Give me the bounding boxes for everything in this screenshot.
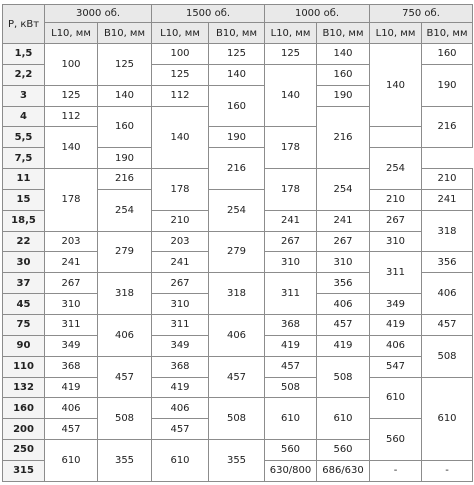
power-cell: 90 bbox=[3, 335, 45, 356]
l10-cell: 368 bbox=[265, 314, 317, 335]
l10-cell: 267 bbox=[265, 231, 317, 252]
speed-header-row bbox=[3, 5, 473, 23]
l10-cell: 178 bbox=[152, 169, 209, 211]
power-cell: 132 bbox=[3, 377, 45, 398]
l10-cell: 311 bbox=[265, 273, 317, 315]
l10-cell: 140 bbox=[45, 127, 98, 169]
b10-cell: 610 bbox=[317, 398, 370, 440]
l10-cell: 630/800 bbox=[265, 460, 317, 481]
speed-header-1000: 1000 об. bbox=[265, 5, 370, 23]
b10-cell: 140 bbox=[98, 85, 152, 106]
l10-cell: 368 bbox=[152, 356, 209, 377]
l10-cell: 310 bbox=[45, 294, 98, 315]
b10-cell: 190 bbox=[422, 64, 473, 106]
b10-cell: 560 bbox=[317, 440, 370, 461]
b10-cell: 160 bbox=[209, 85, 265, 127]
col-header-l10: L10, мм bbox=[370, 23, 422, 44]
power-cell: 315 bbox=[3, 460, 45, 481]
l10-cell: 112 bbox=[45, 106, 98, 127]
b10-cell: 355 bbox=[209, 440, 265, 482]
l10-cell: 125 bbox=[265, 44, 317, 65]
l10-cell: 406 bbox=[45, 398, 98, 419]
power-cell: 11 bbox=[3, 169, 45, 190]
l10-cell: 310 bbox=[370, 231, 422, 252]
b10-cell: 457 bbox=[98, 356, 152, 398]
l10-cell: 610 bbox=[45, 440, 98, 482]
b10-cell: 419 bbox=[317, 335, 370, 356]
b10-cell: 140 bbox=[209, 64, 265, 85]
b10-cell: 216 bbox=[98, 169, 152, 190]
table-body bbox=[3, 44, 473, 482]
l10-cell: 419 bbox=[45, 377, 98, 398]
power-cell: 110 bbox=[3, 356, 45, 377]
l10-cell: 125 bbox=[45, 85, 98, 106]
b10-cell: 310 bbox=[317, 252, 370, 273]
b10-cell: 406 bbox=[422, 273, 473, 315]
l10-cell: 203 bbox=[152, 231, 209, 252]
l10-cell: 311 bbox=[370, 252, 422, 294]
table-header bbox=[3, 5, 473, 44]
l10-cell: 112 bbox=[152, 85, 209, 106]
l10-cell: 457 bbox=[152, 419, 209, 440]
l10-cell: 310 bbox=[265, 252, 317, 273]
l10-cell: 547 bbox=[370, 356, 422, 377]
motor-dimensions-table bbox=[2, 4, 473, 482]
speed-header-3000: 3000 об. bbox=[45, 5, 152, 23]
power-column-header: P, кВт bbox=[3, 5, 45, 44]
b10-cell: 508 bbox=[98, 398, 152, 440]
b10-cell: 406 bbox=[209, 314, 265, 356]
b10-cell: 267 bbox=[317, 231, 370, 252]
b10-cell: 508 bbox=[317, 356, 370, 398]
b10-cell: 318 bbox=[209, 273, 265, 315]
l10-cell: 140 bbox=[265, 64, 317, 127]
col-header-b10: B10, мм bbox=[422, 23, 473, 44]
b10-cell: 508 bbox=[209, 398, 265, 440]
l10-cell: 210 bbox=[152, 210, 209, 231]
l10-cell: 210 bbox=[370, 189, 422, 210]
l10-cell: 560 bbox=[265, 440, 317, 461]
l10-cell: 457 bbox=[265, 356, 317, 377]
l10-cell: 419 bbox=[370, 314, 422, 335]
l10-cell: 267 bbox=[370, 210, 422, 231]
b10-cell: 241 bbox=[317, 210, 370, 231]
l10-cell: 457 bbox=[45, 419, 98, 440]
table-row bbox=[3, 127, 473, 148]
b10-cell: 279 bbox=[98, 231, 152, 273]
speed-header-750: 750 об. bbox=[370, 5, 473, 23]
b10-cell: 406 bbox=[317, 294, 370, 315]
b10-cell: 508 bbox=[422, 335, 473, 377]
l10-cell: 349 bbox=[152, 335, 209, 356]
l10-cell: 406 bbox=[370, 335, 422, 356]
l10-cell: 210 bbox=[422, 169, 473, 190]
power-cell: 75 bbox=[3, 314, 45, 335]
b10-cell: 406 bbox=[98, 314, 152, 356]
b10-cell: 318 bbox=[422, 210, 473, 252]
power-cell: 15 bbox=[3, 189, 45, 210]
b10-cell: 190 bbox=[317, 85, 370, 106]
b10-cell: 318 bbox=[98, 273, 152, 315]
b10-cell: 686/630 bbox=[317, 460, 370, 481]
l10-cell: 349 bbox=[45, 335, 98, 356]
table-row bbox=[3, 314, 473, 335]
b10-cell: 457 bbox=[317, 314, 370, 335]
l10-cell: 178 bbox=[265, 169, 317, 211]
b10-cell: 356 bbox=[317, 273, 370, 294]
l10-cell: 508 bbox=[265, 377, 317, 398]
b10-cell: 160 bbox=[98, 106, 152, 148]
col-header-b10: B10, мм bbox=[317, 23, 370, 44]
b10-cell: 216 bbox=[422, 106, 473, 148]
l10-cell: 610 bbox=[265, 398, 317, 440]
col-header-l10: L10, мм bbox=[152, 23, 209, 44]
power-cell: 5,5 bbox=[3, 127, 45, 148]
b10-cell: 216 bbox=[209, 148, 265, 190]
l10-cell: 100 bbox=[45, 44, 98, 86]
power-cell: 30 bbox=[3, 252, 45, 273]
col-header-l10: L10, мм bbox=[265, 23, 317, 44]
b10-cell: 254 bbox=[317, 169, 370, 211]
table-row bbox=[3, 44, 473, 65]
l10-cell: 140 bbox=[370, 44, 422, 127]
b10-cell: 457 bbox=[209, 356, 265, 398]
b10-cell: 610 bbox=[422, 377, 473, 460]
l10-cell: 203 bbox=[45, 231, 98, 252]
l10-cell: 267 bbox=[45, 273, 98, 294]
power-cell: 200 bbox=[3, 419, 45, 440]
power-cell: 2,2 bbox=[3, 64, 45, 85]
table-row bbox=[3, 356, 473, 377]
l10-cell: - bbox=[370, 460, 422, 481]
b10-cell: 160 bbox=[422, 44, 473, 65]
b10-cell: 125 bbox=[98, 44, 152, 86]
b10-cell: 125 bbox=[209, 44, 265, 65]
l10-cell: 241 bbox=[265, 210, 317, 231]
speed-header-1500: 1500 об. bbox=[152, 5, 265, 23]
l10-cell: 419 bbox=[265, 335, 317, 356]
power-cell: 22 bbox=[3, 231, 45, 252]
l10-cell: 368 bbox=[45, 356, 98, 377]
b10-cell: 140 bbox=[317, 44, 370, 65]
b10-cell: 190 bbox=[209, 127, 265, 148]
b10-cell: 254 bbox=[98, 189, 152, 231]
b10-cell: 216 bbox=[317, 106, 370, 169]
b10-cell: 356 bbox=[422, 252, 473, 273]
l10-cell: 267 bbox=[152, 273, 209, 294]
power-cell: 160 bbox=[3, 398, 45, 419]
dimension-header-row bbox=[3, 23, 473, 44]
col-header-l10: L10, мм bbox=[45, 23, 98, 44]
b10-cell: 279 bbox=[209, 231, 265, 273]
l10-cell: 241 bbox=[152, 252, 209, 273]
power-cell: 7,5 bbox=[3, 148, 45, 169]
l10-cell: 100 bbox=[152, 44, 209, 65]
b10-cell: 457 bbox=[422, 314, 473, 335]
power-cell: 37 bbox=[3, 273, 45, 294]
b10-cell: 355 bbox=[98, 440, 152, 482]
l10-cell: 140 bbox=[152, 106, 209, 169]
b10-cell: - bbox=[422, 460, 473, 481]
power-cell: 45 bbox=[3, 294, 45, 315]
l10-cell: 311 bbox=[45, 314, 98, 335]
l10-cell: 178 bbox=[265, 127, 317, 169]
l10-cell: 311 bbox=[152, 314, 209, 335]
l10-cell: 241 bbox=[45, 252, 98, 273]
power-cell: 1,5 bbox=[3, 44, 45, 65]
l10-cell: 125 bbox=[152, 64, 209, 85]
l10-cell: 610 bbox=[152, 440, 209, 482]
b10-cell: 190 bbox=[98, 148, 152, 169]
col-header-b10: B10, мм bbox=[98, 23, 152, 44]
l10-cell: 610 bbox=[370, 377, 422, 419]
l10-cell: 560 bbox=[370, 419, 422, 461]
power-cell: 4 bbox=[3, 106, 45, 127]
b10-cell: 160 bbox=[317, 64, 370, 85]
table-row bbox=[3, 231, 473, 252]
b10-cell: 254 bbox=[209, 189, 265, 231]
power-cell: 18,5 bbox=[3, 210, 45, 231]
l10-cell: 406 bbox=[152, 398, 209, 419]
power-cell: 3 bbox=[3, 85, 45, 106]
l10-cell: 310 bbox=[152, 294, 209, 315]
l10-cell: 419 bbox=[152, 377, 209, 398]
power-cell: 250 bbox=[3, 440, 45, 461]
l10-cell: 241 bbox=[422, 189, 473, 210]
l10-cell: 178 bbox=[45, 169, 98, 232]
l10-cell: 349 bbox=[370, 294, 422, 315]
b10-cell: 254 bbox=[370, 148, 422, 190]
col-header-b10: B10, мм bbox=[209, 23, 265, 44]
